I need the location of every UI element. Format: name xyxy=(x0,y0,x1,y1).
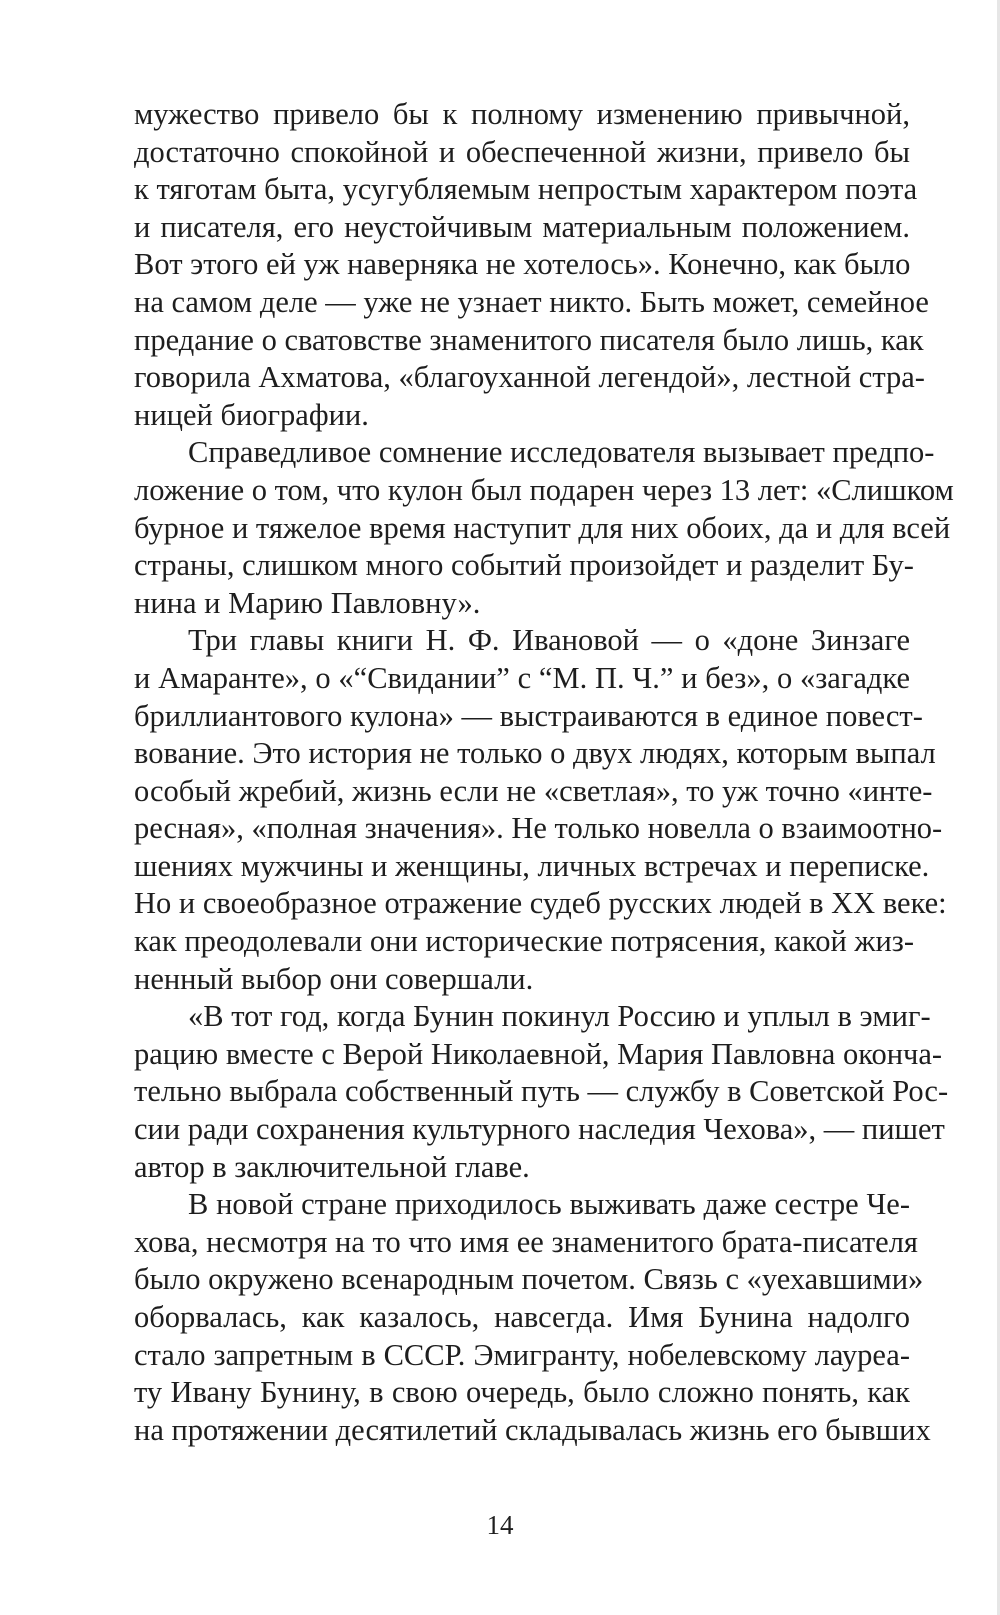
text-line: страны, слишком много событий произойдет и разделит Бу- xyxy=(134,548,914,583)
text-line: стало запретным в СССР. Эмигранту, нобелевскому лауреа- xyxy=(134,1337,910,1372)
text-line: предание о сватовстве знаменитого писателя было лишь, как xyxy=(134,322,924,357)
text-line: было окружено всенародным почетом. Связь с «уехавшими» xyxy=(134,1262,924,1297)
text-line: Справедливое сомнение исследователя вызывает предпо- xyxy=(188,435,935,470)
text-line: на самом деле — уже не узнает никто. Быть может, семейное xyxy=(134,284,929,319)
text-line: и Амаранте», о «“Свидании” с “М. П. Ч.” и без», о «загадке xyxy=(134,660,910,695)
text-line: «В тот год, когда Бунин покинул Россию и уплыл в эмиг- xyxy=(188,999,931,1034)
text-line: как преодолевали они исторические потрясения, какой жиз- xyxy=(134,924,914,959)
text-line: шениях мужчины и женщины, личных встречах и переписке. xyxy=(134,848,930,883)
paragraph xyxy=(134,434,954,622)
text-line: Но и своеобразное отражение судеб русских людей в XX веке: xyxy=(134,886,947,921)
text-line: ложение о том, что кулон был подарен через 13 лет: «Слишком xyxy=(134,472,954,507)
text-line: оборвалась, как казалось, навсегда. Имя Бунина надолго xyxy=(134,1300,910,1334)
text-line: достаточно спокойной и обеспеченной жизни, привело бы xyxy=(134,134,910,169)
text-line: ту Ивану Бунину, в свою очередь, было сложно понять, как xyxy=(134,1375,910,1410)
text-line: мужество привело бы к полному изменению привычной, xyxy=(134,97,910,131)
text-line: тельно выбрала собственный путь — службу в Советской Рос- xyxy=(134,1074,949,1109)
text-line: ресная», «полная значения». Не только новелла о взаимоотно- xyxy=(134,811,943,846)
body-text xyxy=(134,96,954,1449)
text-line: сии ради сохранения культурного наследия Чехова», — пишет xyxy=(134,1112,945,1147)
text-line: и писателя, его неустойчивым материальным положением. xyxy=(134,209,910,244)
paragraph xyxy=(134,96,929,434)
text-line: говорила Ахматова, «благоуханной легендой», лестной стра- xyxy=(134,360,925,395)
page-number: 14 xyxy=(486,1510,514,1540)
text-line: В новой стране приходилось выживать даже сестре Че- xyxy=(188,1187,910,1222)
text-line: особый жребий, жизнь если не «светлая», то уж точно «инте- xyxy=(134,773,933,808)
text-line: нина и Марию Павловну». xyxy=(134,585,481,620)
text-line: рацию вместе с Верой Николаевной, Мария Павловна оконча- xyxy=(134,1036,943,1071)
text-line: бриллиантового кулона» — выстраиваются в единое повест- xyxy=(134,698,923,733)
text-line: автор в заключительной главе. xyxy=(134,1149,530,1184)
text-line: бурное и тяжелое время наступит для них обоих, да и для всей xyxy=(134,510,951,545)
paragraph xyxy=(134,1186,931,1449)
text-line: Три главы книги Н. Ф. Ивановой — о «доне Зинзаге xyxy=(188,623,910,658)
text-line: ницей биографии. xyxy=(134,397,369,432)
paragraph xyxy=(134,622,947,998)
text-line: на протяжении десятилетий складывалась жизнь его бывших xyxy=(134,1412,931,1447)
paragraph xyxy=(134,998,949,1186)
text-line: вование. Это история не только о двух людях, которым выпал xyxy=(134,736,936,771)
text-line: к тяготам быта, усугубляемым непростым характером поэта xyxy=(134,172,918,207)
text-line: ненный выбор они совершали. xyxy=(134,961,534,996)
text-line: Вот этого ей уж наверняка не хотелось». Конечно, как было xyxy=(134,247,911,282)
text-line: хова, несмотря на то что имя ее знаменитого брата-писателя xyxy=(134,1224,918,1259)
